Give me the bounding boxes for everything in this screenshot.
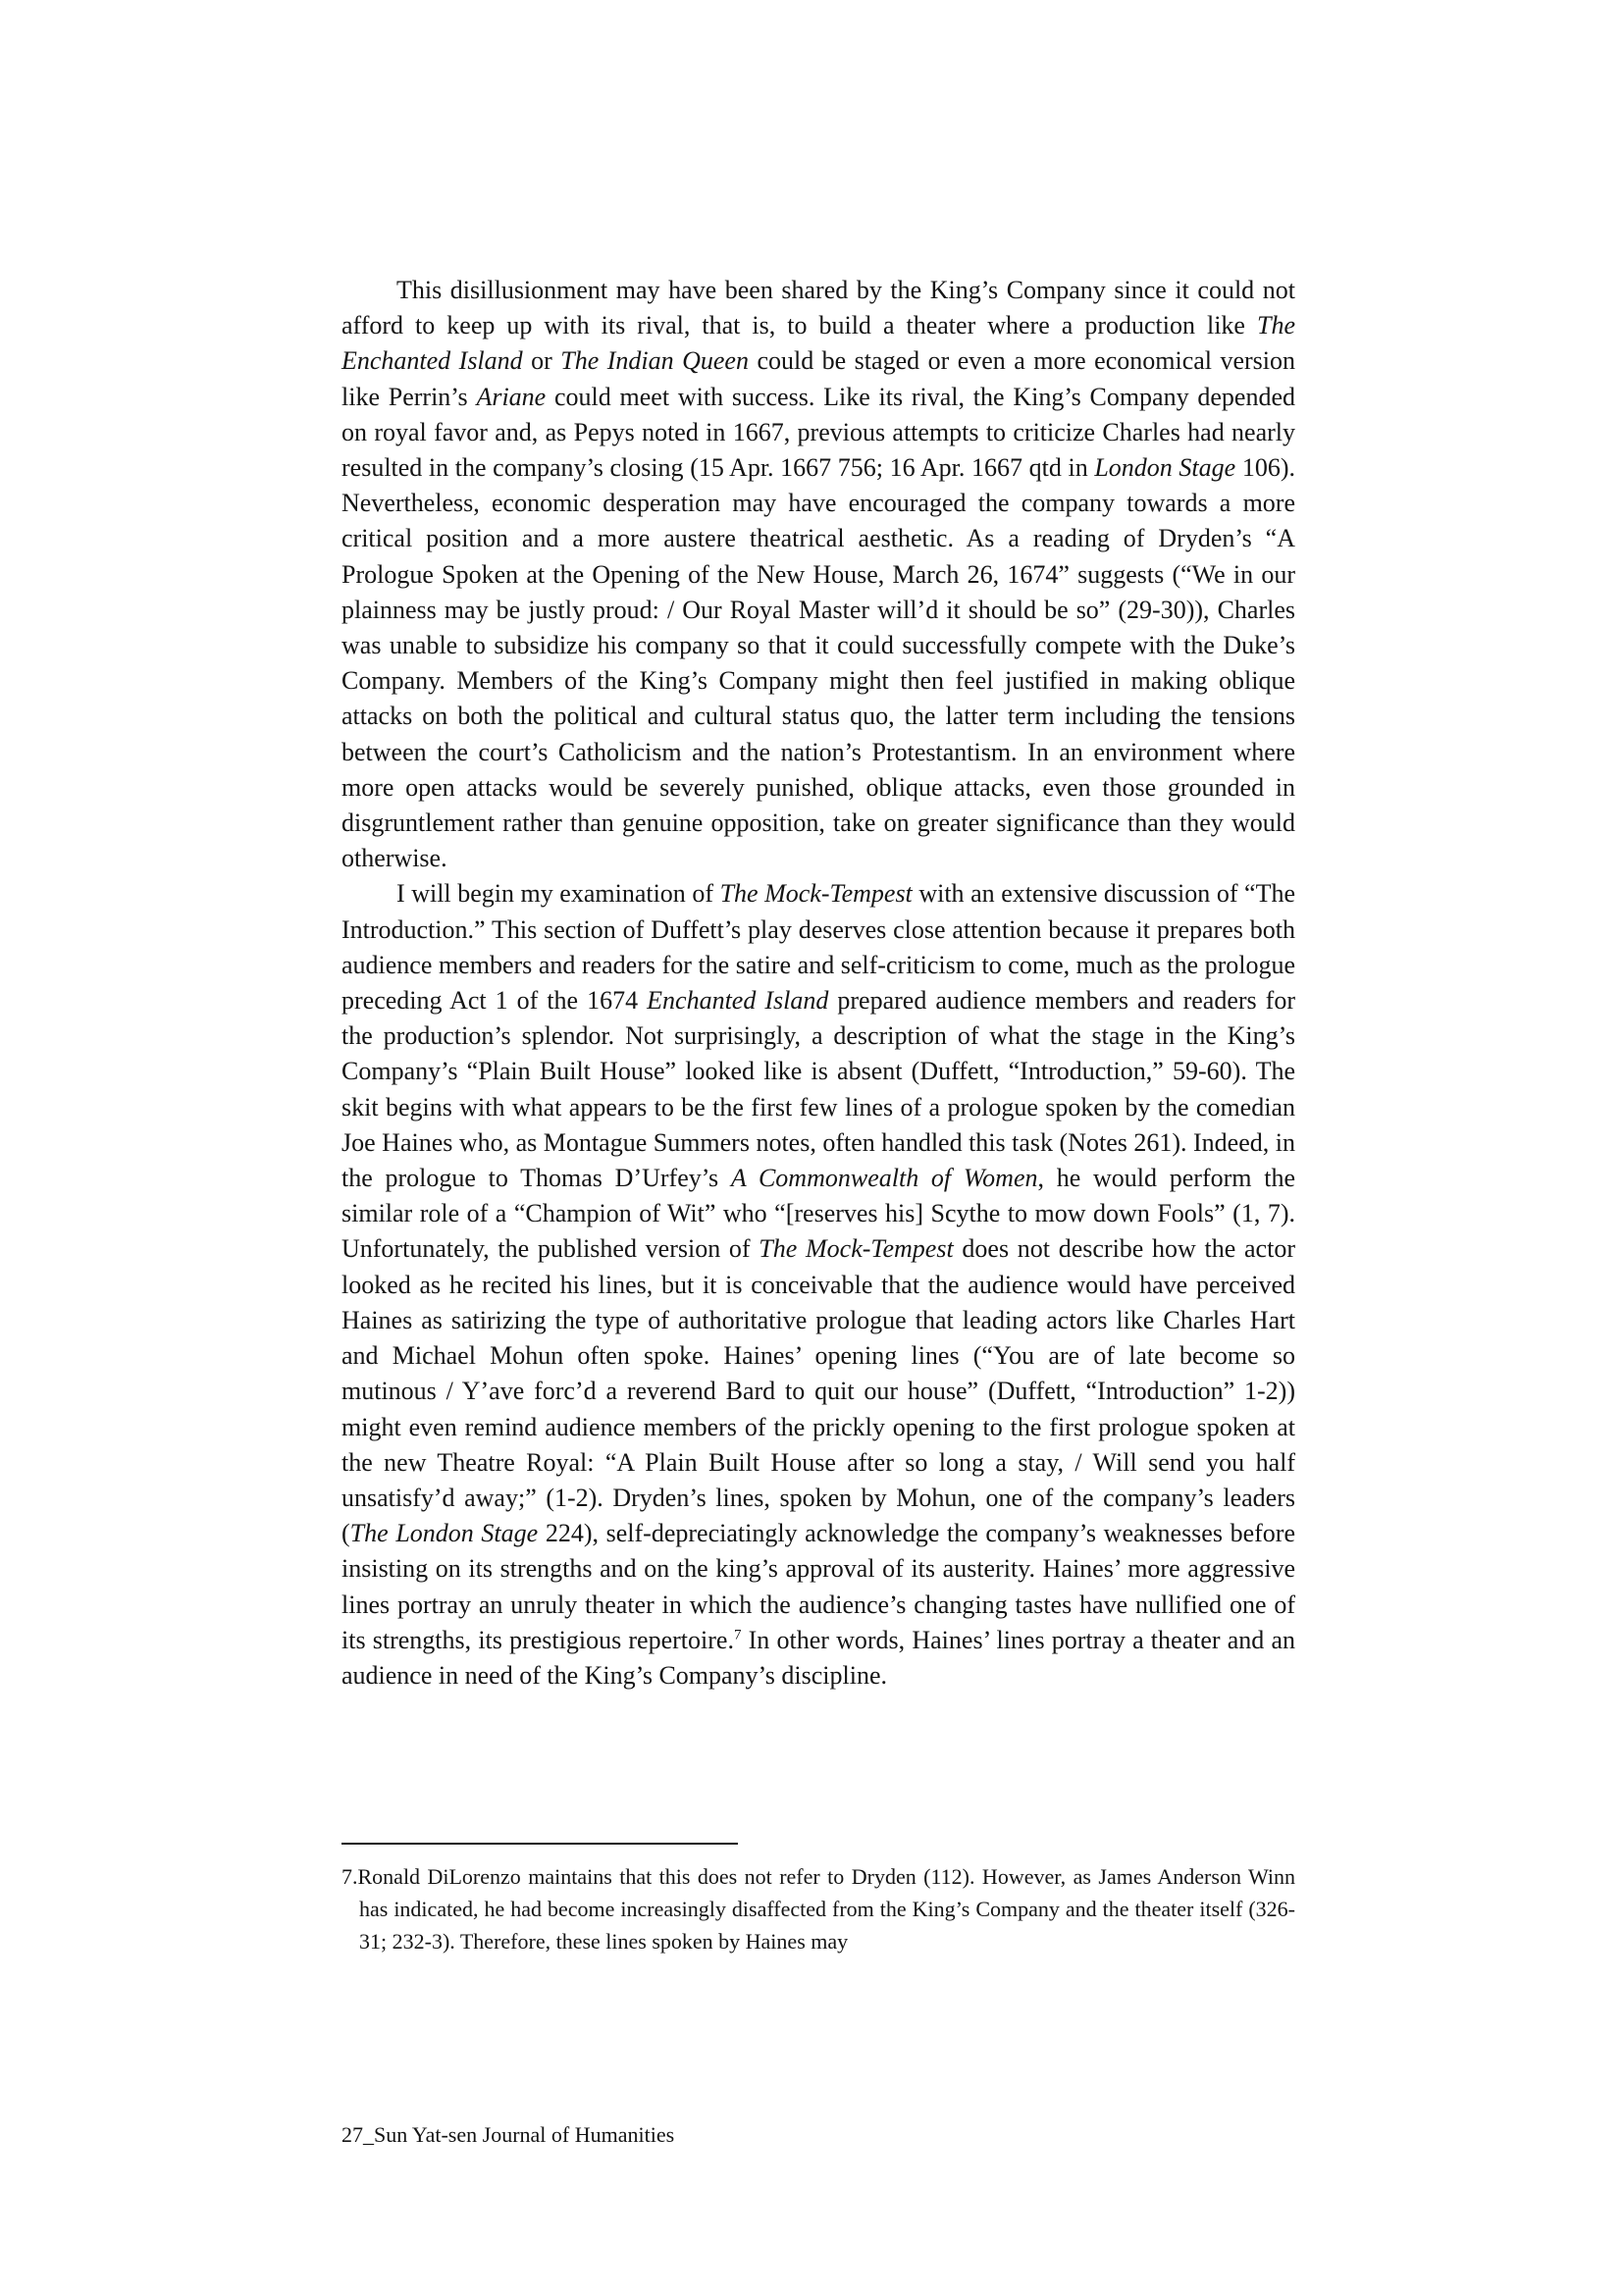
text-run: does not describe how the actor looked as he recited his lines, but it is conceivable that the audience would have perceived Haines as satirizing the type of authoritative prologue that leading actors like Charles Hart and Michael Mohun often spoke. Haines’ opening lines (“You are of late become so mutinous / Y’ave forc’d a reverend Bard to quit our house” (Duffett, “Introduction” 1-2)) might even remind audience members of the prickly opening to the first prologue spoken at the new Theatre Royal: “A Plain Built House after so long a stay, / Will send you half unsatisfy’d away;” (1-2). Dryden’s lines, spoken by Mohun, one of the company’s leaders ( [341, 1234, 1295, 1548]
text-run: with an extensive discussion of “The Introduction.” This section of Duffett’s play deserves close attention because it prepares both audience members and readers for the satire and self-criticism to come, much as the prologue preceding Act 1 of the 1674 [341, 879, 1295, 1016]
text-run: In other words, Haines’ lines portray a theater and an audience in need of the King’s Company’s discipline. [341, 1625, 1295, 1690]
text-run: , he would perform the similar role of a “Champion of Wit” who “[reserves his] Scythe to mow down Fools” (1, 7). Unfortunately, the published version of [341, 1164, 1295, 1264]
text-run: I will begin my examination of [396, 879, 720, 909]
italic-title: The Enchanted Island [341, 311, 1295, 376]
italic-title: The Mock-Tempest [759, 1234, 954, 1264]
italic-title: London Stage [1094, 453, 1236, 483]
italic-title: A Commonwealth of Women [730, 1164, 1038, 1193]
italic-title: The Mock-Tempest [719, 879, 913, 909]
text-run: could be staged or even a more economical version like Perrin’s [341, 346, 1296, 411]
text-run: prepared audience members and readers for the production’s splendor. Not surprisingly, a description of what the stage in the King’s Company’s “Plain Built House” looked like is absent (Duffett, “Introduction,” 59-60). The skit begins with what appears to be the first few lines of a prologue spoken by the comedian Joe Haines who, as Montague Summers notes, often handled this task (Notes 261). Indeed, in the prologue to Thomas D’Urfey’s [341, 986, 1296, 1193]
text-run: could meet with success. Like its rival, the King’s Company depended on royal favor and, as Pepys noted in 1667, previous attempts to criticize Charles had nearly resulted in the company’s closing (15 Apr. 1667 756; 16 Apr. 1667 qtd in [341, 382, 1295, 483]
text-run: or [522, 346, 561, 376]
italic-title: The London Stage [349, 1519, 539, 1548]
italic-title: The Indian Queen [560, 346, 749, 376]
text-run: 224), self-depreciatingly acknowledge the company’s weaknesses before insisting on its strengths and on the king’s approval of its austerity. Haines’ more aggressive lines portray an unruly theater in which the audience’s changing tastes have nullified one of its strengths, its prestigious repertoire. [341, 1519, 1295, 1654]
paragraph-2 [341, 876, 1295, 1694]
italic-title: Ariane [476, 382, 547, 411]
text-run: 106). Nevertheless, economic desperation may have encouraged the company towards a more critical position and a more austere theatrical aesthetic. As a reading of Dryden’s “A Prologue Spoken at the Opening of the New House, March 26, 1674” suggests (“We in our plainness may be justly proud: / Our Royal Master will’d it should be so” (29-30)), Charles was unable to subsidize his company so that it could successfully compete with the Duke’s Company. Members of the King’s Company might then feel justified in making oblique attacks on both the political and cultural status quo, the latter term including the tensions between the court’s Catholicism and the nation’s Protestantism. In an environment where more open attacks would be severely punished, oblique attacks, even those grounded in disgruntlement rather than genuine opposition, take on greater significance than they would otherwise. [341, 453, 1295, 873]
italic-title: Enchanted Island [647, 986, 829, 1016]
text-run: This disillusionment may have been shared by the King’s Company since it could not afford to keep up with its rival, that is, to build a theater where a production like [341, 276, 1295, 340]
page-footer: 27_Sun Yat-sen Journal of Humanities [341, 2122, 675, 2147]
footnote-divider [341, 1843, 738, 1845]
body-text [341, 273, 1295, 1694]
paragraph-1 [341, 273, 1295, 876]
footnote-reference: 7 [733, 1627, 742, 1643]
footnote-7: 7.Ronald DiLorenzo maintains that this does not refer to Dryden (112). However, as James Anderson Winn has indicated, he had become increasingly disaffected from the King’s Company and the theater itself (326-31; 232-3). Therefore, these lines spoken by Haines may [341, 1864, 1295, 1954]
